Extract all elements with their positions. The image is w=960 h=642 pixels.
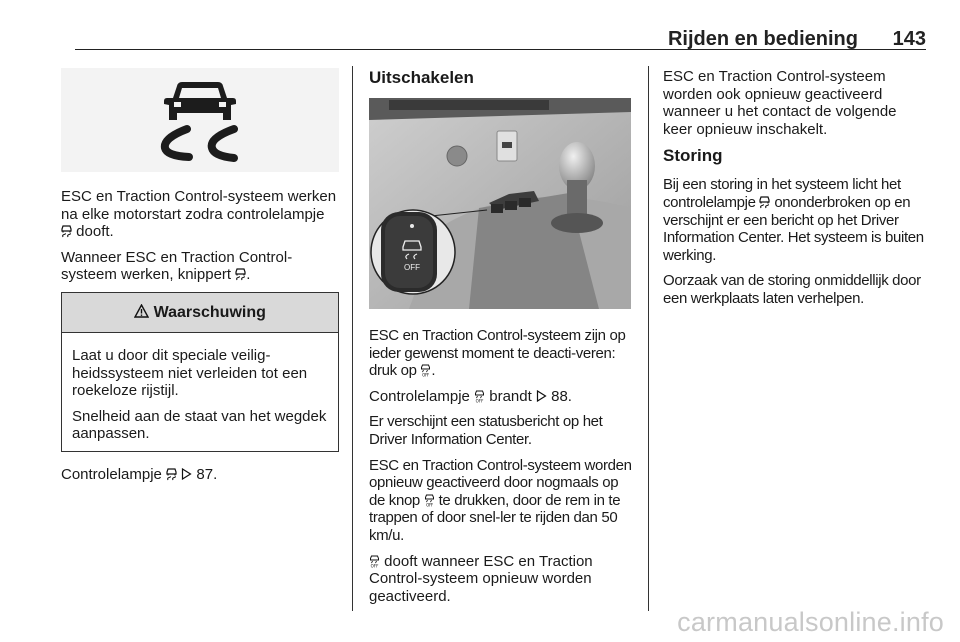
paragraph: Er verschijnt een statusbericht op het Driver Information Center. <box>369 413 603 448</box>
column-1 <box>61 68 339 492</box>
esc-symbol-icon <box>166 468 177 481</box>
esc-symbol-icon <box>759 196 770 209</box>
column-2 <box>369 68 635 613</box>
page-reference-arrow-icon <box>181 468 192 480</box>
esc-off-icon <box>474 390 485 403</box>
esc-symbol-icon <box>61 225 72 238</box>
paragraph: ESC en Traction Control-systeem werken na elke motorstart zodra controlelampje dooft. <box>61 188 337 241</box>
paragraph: Controlelampje 87. <box>61 465 218 483</box>
page-header <box>75 26 926 50</box>
warning-title: Waarschuwing <box>153 303 266 321</box>
section-title: Rijden en bediening <box>667 28 858 50</box>
paragraph: Bij een storing in het systeem licht het controlelampje ononderbroken op en verschijnt er een bericht op het Driver Information Center. Het systeem is buiten werking. <box>663 176 924 264</box>
column-divider <box>648 66 649 611</box>
section-heading: Storing <box>663 146 723 166</box>
paragraph: ESC en Traction Control-systeem zijn op ieder gewenst moment te deacti-veren: druk op . <box>369 327 626 380</box>
paragraph: Oorzaak van de storing onmiddellijk door een werkplaats laten verhelpen. <box>663 272 921 307</box>
warning-box <box>61 292 339 452</box>
watermark: carmanualsonline.info <box>677 607 944 637</box>
esc-symbol-icon <box>235 268 246 281</box>
paragraph: ESC en Traction Control-systeem worden ook opnieuw geactiveerd wanneer u het contact de volgende keer opnieuw inschakelt. <box>663 68 897 138</box>
esc-skid-car-icon <box>61 68 339 172</box>
warning-text: Snelheid aan de staat van het wegdek aanpassen. <box>72 407 327 443</box>
paragraph: Wanneer ESC en Traction Control-systeem werken, knippert . <box>61 248 293 284</box>
warning-triangle-icon <box>134 304 153 321</box>
warning-header <box>62 293 338 333</box>
warning-text: Laat u door dit speciale veilig-heidssysteem niet verleiden tot een roekeloze rijstijl. <box>72 346 308 400</box>
paragraph: ESC en Traction Control-systeem worden opnieuw geactiveerd door nogmaals op de knop te drukken, door de rem in te trappen of door snel-ler te rijden dan 50 km/u. <box>369 456 632 544</box>
esc-off-icon <box>420 364 431 377</box>
off-button-label: OFF <box>404 263 420 272</box>
paragraph: dooft wanneer ESC en Traction Control-systeem opnieuw worden geactiveerd. <box>369 552 593 605</box>
section-heading: Uitschakelen <box>369 68 474 87</box>
paragraph: Controlelampje brandt 88. <box>369 387 572 405</box>
column-3 <box>663 68 928 316</box>
esc-off-icon <box>424 494 435 507</box>
column-divider <box>352 66 353 611</box>
esc-off-icon <box>369 555 380 568</box>
esc-button-photo <box>369 98 631 309</box>
page-reference-arrow-icon <box>536 390 547 402</box>
page-number: 143 <box>892 28 926 50</box>
